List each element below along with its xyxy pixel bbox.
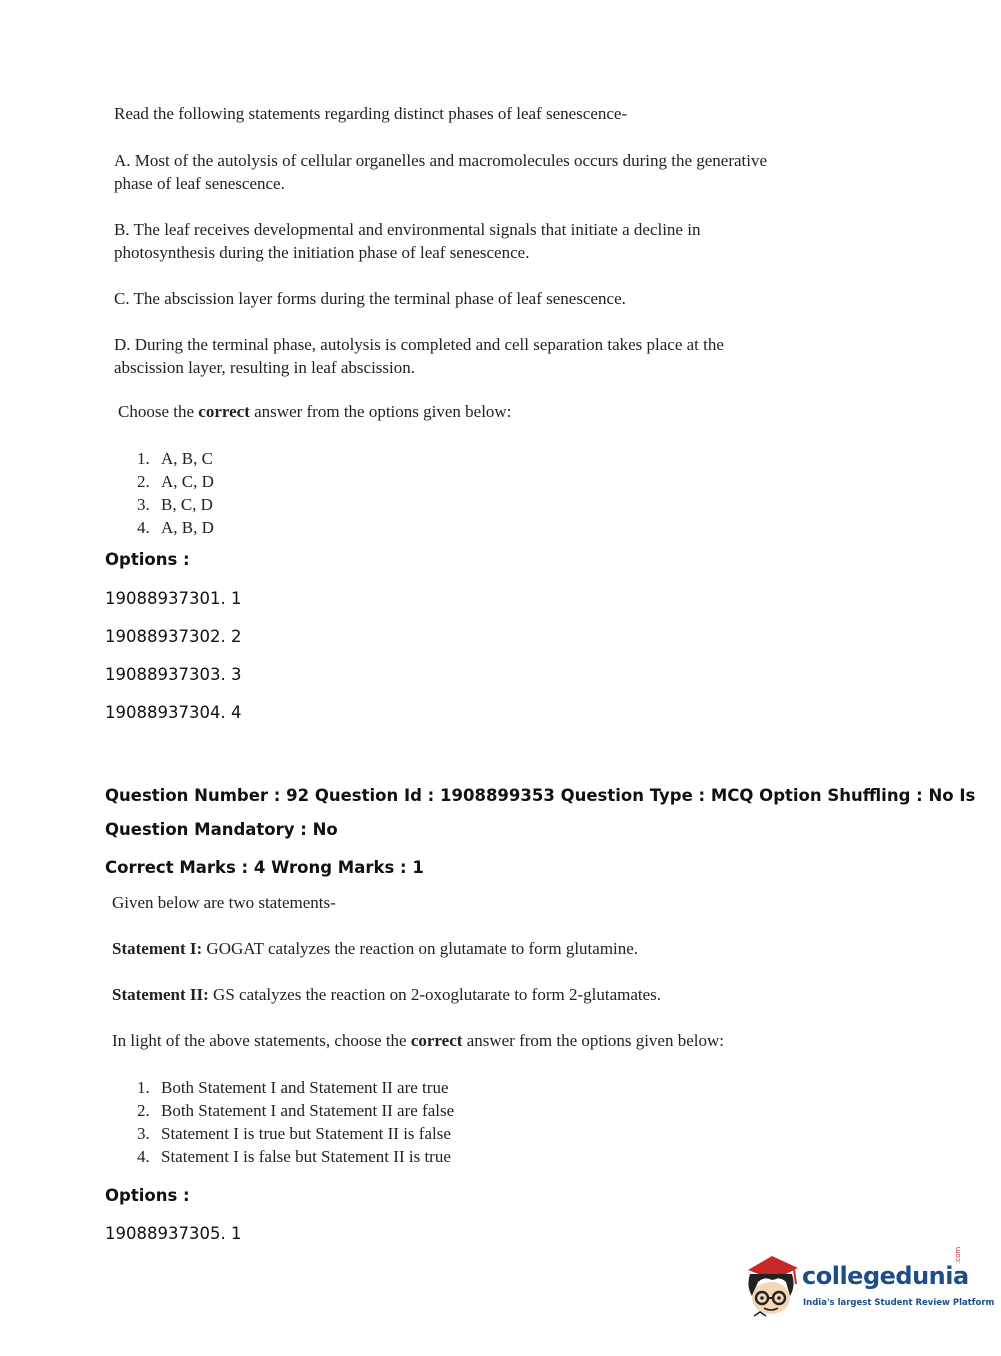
choose-bold: correct [410, 1031, 463, 1050]
statement-line: C. The abscission layer forms during the terminal phase of leaf senescence. [114, 289, 626, 308]
q92-statement-2 [112, 985, 661, 1005]
q91-option-1: 19088937301. 1 [105, 589, 242, 608]
statement-line: phase of leaf senescence. [114, 174, 285, 193]
list-item [137, 493, 214, 516]
list-text: A, C, D [161, 472, 214, 491]
q92-intro: Given below are two statements- [112, 893, 336, 912]
q92-options-label: Options : [105, 1186, 190, 1205]
list-item [137, 1076, 454, 1099]
list-text: A, B, D [161, 518, 214, 537]
q92-meta-line-2: Question Mandatory : No [105, 820, 338, 839]
statement-line: A. Most of the autolysis of cellular organelles and macromolecules occurs during the generative [114, 151, 768, 170]
q91-option-4: 19088937304. 4 [105, 703, 242, 722]
list-item [137, 1099, 454, 1122]
list-text: Both Statement I and Statement II are false [161, 1101, 455, 1120]
choose-prefix: Choose the [118, 402, 195, 421]
q91-intro: Read the following statements regarding distinct phases of leaf senescence- [114, 104, 628, 123]
q92-choose-instruction [112, 1031, 724, 1051]
logo-tagline: India's largest Student Review Platform [803, 1298, 995, 1308]
list-number: 1. [137, 449, 150, 468]
q91-statement-c [114, 287, 626, 310]
list-text: A, B, C [161, 449, 213, 468]
q91-statement-a [114, 149, 767, 195]
choose-prefix: In light of the above statements, choose the [112, 1031, 407, 1050]
list-text: Statement I is true but Statement II is false [161, 1124, 451, 1143]
q91-options-label: Options : [105, 550, 190, 569]
list-text: B, C, D [161, 495, 213, 514]
list-number: 4. [137, 518, 150, 537]
list-number: 4. [137, 1147, 150, 1166]
q92-answer-list [137, 1076, 454, 1168]
q92-option-1: 19088937305. 1 [105, 1224, 242, 1243]
list-item [137, 470, 214, 493]
list-item [137, 516, 214, 539]
q91-option-3: 19088937303. 3 [105, 665, 242, 684]
statement-label: Statement I: [112, 939, 203, 958]
list-number: 2. [137, 472, 150, 491]
q91-choose-instruction [118, 402, 511, 422]
statement-text: GOGAT catalyzes the reaction on glutamate to form glutamine. [206, 939, 639, 958]
q91-option-2: 19088937302. 2 [105, 627, 242, 646]
choose-suffix: answer from the options given below: [466, 1031, 724, 1050]
q91-statement-d [114, 333, 724, 379]
list-number: 3. [137, 495, 150, 514]
choose-suffix: answer from the options given below: [254, 402, 512, 421]
q92-meta-line-1: Question Number : 92 Question Id : 1908899353 Question Type : MCQ Option Shuffling : No Is [105, 786, 976, 805]
collegedunia-logo[interactable] [742, 1246, 995, 1322]
statement-label: Statement II: [112, 985, 209, 1004]
statement-line: D. During the terminal phase, autolysis is completed and cell separation takes place at the [114, 335, 724, 354]
choose-bold: correct [198, 402, 250, 421]
logo-wordmark [802, 1262, 969, 1290]
list-item [137, 1122, 454, 1145]
logo-name: collegedunia [802, 1262, 969, 1290]
list-text: Statement I is false but Statement II is true [161, 1147, 451, 1166]
list-number: 3. [137, 1124, 150, 1143]
q91-answer-list [137, 447, 214, 539]
q91-statement-b [114, 218, 700, 264]
list-number: 1. [137, 1078, 150, 1097]
statement-line: B. The leaf receives developmental and environmental signals that initiate a decline in [114, 220, 701, 239]
list-item [137, 1145, 454, 1168]
logo-com: .com [954, 1246, 962, 1264]
mascot-icon [742, 1252, 800, 1318]
list-text: Both Statement I and Statement II are true [161, 1078, 449, 1097]
q92-marks-line: Correct Marks : 4 Wrong Marks : 1 [105, 858, 424, 877]
list-item [137, 447, 214, 470]
list-number: 2. [137, 1101, 150, 1120]
statement-line: abscission layer, resulting in leaf abscission. [114, 358, 416, 377]
q92-statement-1 [112, 939, 638, 959]
statement-line: photosynthesis during the initiation phase of leaf senescence. [114, 243, 530, 262]
statement-text: GS catalyzes the reaction on 2-oxoglutarate to form 2-glutamates. [213, 985, 662, 1004]
